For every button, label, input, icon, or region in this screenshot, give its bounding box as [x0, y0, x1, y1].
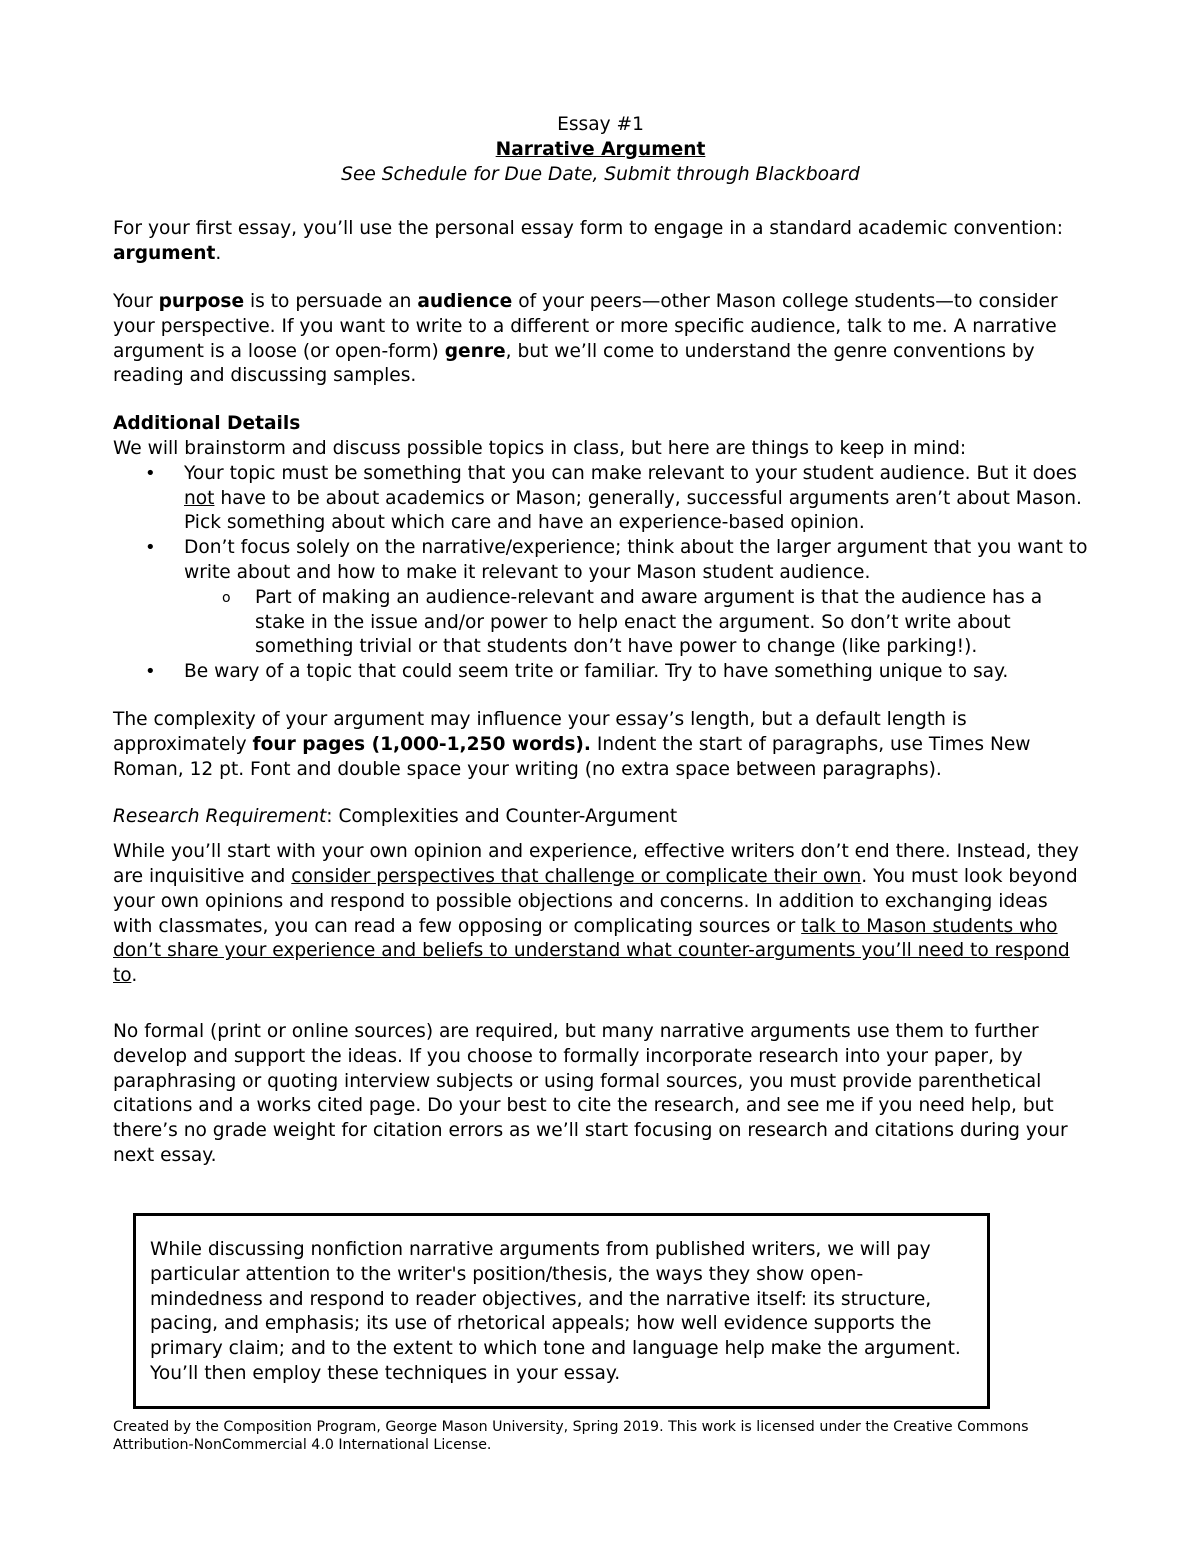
bullet-icon: • [145, 661, 156, 683]
research-heading: Research Requirement: Complexities and Counter-Argument [113, 806, 678, 828]
details-lead: We will brainstorm and discuss possible topics in class, but here are things to keep in mind: [113, 437, 967, 459]
research-paragraph: While you’ll start with your own opinion and experience, effective writers don’t end there. Instead, they are inquisitive and consider perspectives that challenge or complicate their own. You must look beyond your own opinions and respond to possible objections and concerns. In addition to exchanging ideas with classmates, you can read a few opposing or complicating sources or talk to Mason students who don’t share your experience and beliefs to understand what counter-arguments you’ll need to respond to. [113, 841, 1079, 987]
techniques-box [133, 1213, 990, 1409]
purpose-paragraph: Your purpose is to persuade an audience of your peers—other Mason college students—to consider your perspective. If you want to write to a different or more specific audience, talk to me. A narrative argument is a loose (or open-form) genre, but we’ll come to understand the genre conventions by reading and discussing samples. [113, 290, 1058, 387]
intro-paragraph: For your first essay, you’ll use the personal essay form to engage in a standard academic convention: argument. [113, 218, 1063, 265]
document-page [113, 113, 1088, 1169]
essay-due-note: See Schedule for Due Date, Submit through Blackboard [341, 163, 860, 185]
list-item: • Be wary of a topic that could seem trite or familiar. Try to have something unique to say. [113, 660, 1088, 685]
techniques-box-text: While discussing nonfiction narrative arguments from published writers, we will pay particular attention to the writer's position/thesis, the ways they show open-mindedness and respond to reader objectives, and the narrative itself: its structure, pacing, and emphasis; its use of rhetorical appeals; how well evidence supports the primary claim; and to the extent to which tone and language help make the argument. You’ll then employ these techniques in your essay. [150, 1239, 961, 1384]
length-paragraph: The complexity of your argument may influence your essay’s length, but a default length is approximately four pages (1,000-1,250 words). Indent the start of paragraphs, use Times New Roman, 12 pt. Font and double space your writing (no extra space between paragraphs). [113, 708, 1031, 780]
sources-paragraph: No formal (print or online sources) are required, but many narrative arguments use them to further develop and support the ideas. If you choose to formally incorporate research into your paper, by paraphrasing or quoting interview subjects or using formal sources, you must provide parenthetical citations and a works cited page. Do your best to cite the research, and see me if you need help, but there’s no grade weight for citation errors as we’ll start focusing on research and citations during your next essay. [113, 1020, 1068, 1166]
essay-number: Essay #1 [557, 114, 644, 135]
bullet-icon: • [145, 462, 156, 484]
sub-list [184, 586, 1088, 660]
license-footer: Created by the Composition Program, George Mason University, Spring 2019. This work is licensed under the Creative Commons Attribution-NonCommercial 4.0 International License. [113, 1419, 1029, 1453]
additional-details-heading: Additional Details [113, 413, 301, 435]
list-item: • Your topic must be something that you can make relevant to your student audience. But it does not have to be about academics or Mason; generally, successful arguments aren’t about Mason. Pick something about which care and have an experience-based opinion. [145, 462, 1082, 534]
details-list [113, 462, 1088, 685]
sub-bullet-icon: o [222, 589, 231, 606]
bullet-icon: • [145, 537, 156, 559]
sub-list-item: o Part of making an audience-relevant and aware argument is that the audience has a stake in the issue and/or power to help enact the argument. So don’t write about something trivial or that students don’t have power to change (like parking!). [222, 586, 1043, 658]
essay-title: Narrative Argument [495, 138, 706, 160]
list-item: • Don’t focus solely on the narrative/experience; think about the larger argument that you want to write about and how to make it relevant to your Mason student audience. o Part of making an audience-relevant and aware argument is that the audience has a stake in the issue and/or power to help enact the argument. So don’t write about something trivial or that students don’t have power to change (like parking!). [113, 536, 1088, 660]
